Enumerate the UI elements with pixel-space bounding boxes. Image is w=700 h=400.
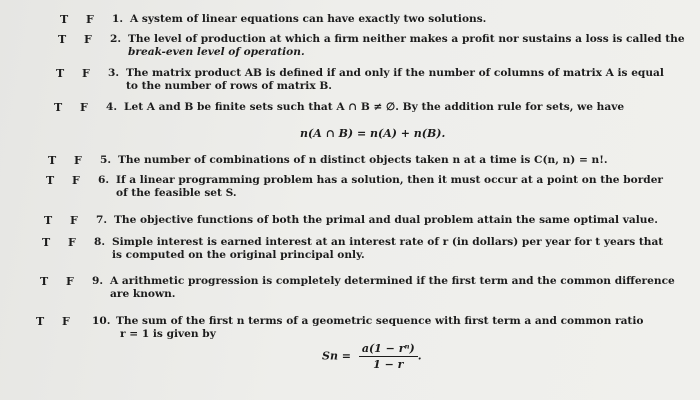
false-option[interactable]: F — [80, 101, 88, 114]
question-text: Let A and B be finite sets such that A ∩ B ≠ ∅. By the addition rule for sets, we have — [124, 101, 625, 113]
question-number: 3. — [108, 67, 120, 79]
false-option[interactable]: F — [82, 67, 90, 80]
question-number: 7. — [96, 214, 108, 226]
true-option[interactable]: T — [36, 315, 45, 328]
true-option[interactable]: T — [40, 275, 49, 288]
question-number: 5. — [100, 154, 112, 166]
question-number: 10. — [92, 315, 111, 327]
true-option[interactable]: T — [56, 67, 65, 80]
question-text: The matrix product AB is defined if and only if the number of columns of matrix A is equal to the number of rows of matrix B. — [126, 67, 664, 92]
question-number: 1. — [112, 13, 124, 25]
question-number: 6. — [98, 174, 110, 186]
question-text: A arithmetic progression is completely determined if the first term and the common difference are known. — [110, 275, 675, 300]
question-number: 4. — [106, 101, 118, 113]
question-text: Simple interest is earned interest at an interest rate of r (in dollars) per year for t years that is computed on the original principal only. — [112, 236, 664, 261]
question-number: 2. — [110, 33, 122, 45]
false-option[interactable]: F — [68, 236, 76, 249]
geometric-sum-formula — [322, 342, 422, 371]
false-option[interactable]: F — [86, 13, 94, 26]
false-option[interactable]: F — [84, 33, 92, 46]
question-text: The level of production at which a firm neither makes a profit nor sustains a loss is called the break-even level of operation. — [128, 33, 685, 58]
false-option[interactable]: F — [74, 154, 82, 167]
false-option[interactable]: F — [66, 275, 74, 288]
true-option[interactable]: T — [60, 13, 69, 26]
true-option[interactable]: T — [42, 236, 51, 249]
formula-period: . — [417, 349, 422, 363]
formula-lhs: Sn = — [322, 349, 351, 363]
true-option[interactable]: T — [54, 101, 63, 114]
formula-fraction — [359, 342, 418, 371]
question-text: The sum of the first n terms of a geometric sequence with first term a and common ratio r = 1 is given by — [116, 315, 644, 340]
question-text: The objective functions of both the primal and dual problem attain the same optimal value. — [114, 214, 658, 226]
formula-denominator: 1 − r — [373, 358, 404, 371]
true-option[interactable]: T — [48, 154, 57, 167]
formula-numerator: a(1 − rⁿ) — [359, 342, 418, 357]
false-option[interactable]: F — [70, 214, 78, 227]
true-option[interactable]: T — [46, 174, 55, 187]
question-text: A system of linear equations can have exactly two solutions. — [130, 13, 487, 25]
addition-rule-formula: n(A ∩ B) = n(A) + n(B). — [300, 127, 446, 140]
true-option[interactable]: T — [58, 33, 67, 46]
false-option[interactable]: F — [72, 174, 80, 187]
question-number: 8. — [94, 236, 106, 248]
question-number: 9. — [92, 275, 104, 287]
true-option[interactable]: T — [44, 214, 53, 227]
question-text: The number of combinations of n distinct objects taken n at a time is C(n, n) = n!. — [118, 154, 608, 166]
false-option[interactable]: F — [62, 315, 70, 328]
question-text: If a linear programming problem has a solution, then it must occur at a point on the border of the feasible set S. — [116, 174, 664, 199]
